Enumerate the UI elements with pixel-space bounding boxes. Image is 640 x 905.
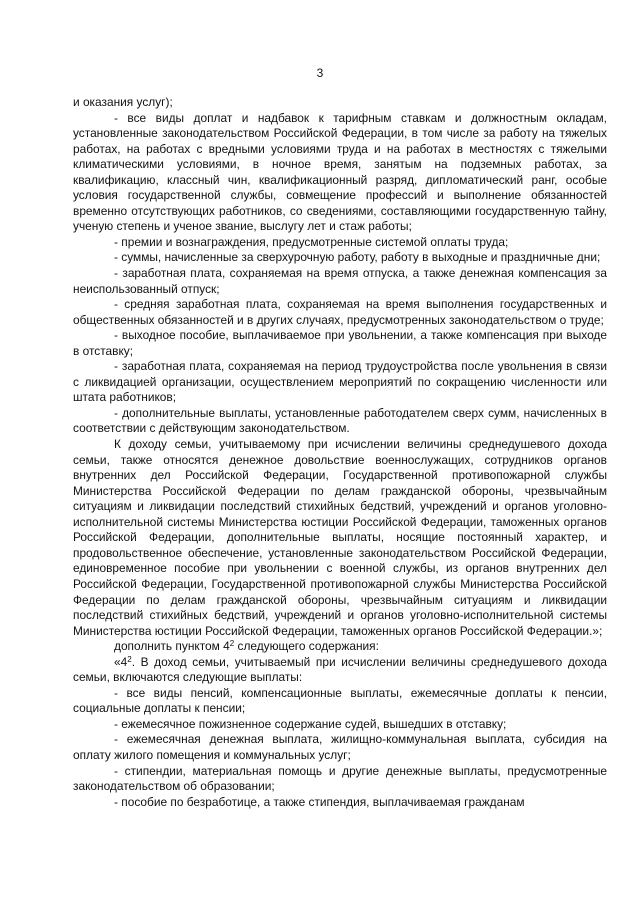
list-item-vacation-pay: - заработная плата, сохраняемая на время отпуска, а также денежная компенсация за неиспользованный отпуск; (73, 266, 607, 296)
superscript: 2 (229, 639, 235, 649)
clause-number: «4 (114, 654, 128, 669)
clause-text: . В доход семьи, учитываемый при исчислении величины среднедушевого дохода семьи, включаются следующие выплаты: (73, 654, 607, 685)
list-item-judges-allowance: - ежемесячное пожизненное содержание судей, вышедших в отставку; (114, 716, 507, 731)
list-item-allowances: - все виды доплат и надбавок к тарифным ставкам и должностным окладам, установленные законодательством Российской Федерации, в том числе за работу на тяжелых работах, на работах с вредными условиями труда и на работах в местностях с тяжелыми климатическими условиями, в ночное время, занятым на подземных работах, за квалификацию, классный чин, квалификационный разряд, дипломатический ранг, особые условия государственной службы, совмещение профессий и выполнение обязанностей временно отсутствующих работников, со сведениями, составляющими государственную тайну, ученую степень и ученое звание, выслугу лет и стаж работы; (73, 110, 607, 234)
list-item-pensions: - все виды пенсий, компенсационные выплаты, ежемесячные доплаты к пенсии, социальные доплаты к пенсии; (73, 685, 607, 716)
list-item-monthly-payment: - ежемесячная денежная выплата, жилищно-коммунальная выплата, субсидия на оплату жилого помещения и коммунальных услуг; (73, 732, 607, 762)
paragraph-clause-4-2 (73, 655, 607, 686)
list-item-average-salary: - средняя заработная плата, сохраняемая на время выполнения государственных и общественных обязанностей и в других случаях, предусмотренных законодательством о труде; (73, 297, 607, 327)
page-number: 3 (316, 66, 324, 80)
document-body (73, 95, 607, 810)
paragraph-continuation: и оказания услуг); (73, 95, 173, 109)
paragraph-amendment-intro (73, 639, 607, 655)
amendment-intro-text-end: следующего содержания: (234, 639, 379, 654)
list-item-additional-payments: - дополнительные выплаты, установленные работодателем сверх сумм, начисленных в соответствии с действующим законодательством. (73, 405, 607, 436)
list-item-overtime: - суммы, начисленные за сверхурочную работу, работу в выходные и праздничные дни; (114, 250, 601, 265)
list-item-severance: - выходное пособие, выплачиваемое при увольнении, а также компенсация при выходе в отставку; (73, 328, 607, 358)
list-item-bonuses: - премии и вознаграждения, предусмотренные системой оплаты труда; (114, 234, 509, 249)
list-item-reemployment-salary: - заработная плата, сохраняемая на период трудоустройства после увольнения в связи с ликвидацией организации, осуществлением мероприятий по сокращению численности или штата работников; (73, 359, 607, 405)
superscript: 2 (127, 654, 132, 664)
paragraph-military-allowance: К доходу семьи, учитываемому при исчислении величины среднедушевого дохода семьи, также относятся денежное довольствие военнослужащих, сотрудников органов внутренних дел Российской Федерации, Государственной противопожарной службы Министерства Российской Федерации по делам гражданской обороны, чрезвычайным ситуациям и ликвидации последствий стихийных бедствий, учреждений и органов уголовно-исполнительной системы Министерства юстиции Российской Федерации, таможенных органов Российской Федерации, дополнительные выплаты, носящие постоянный характер, и продовольственное обеспечение, установленные законодательством Российской Федерации, единовременное пособие при увольнении с военной службы, из органов внутренних дел Российской Федерации, Государственной противопожарной службы Министерства Российской Федерации по делам гражданской обороны, чрезвычайным ситуациям и ликвидации последствий стихийных бедствий, учреждений и органов уголовно-исполнительной системы Министерства юстиции Российской Федерации, таможенных органов Российской Федерации.»; (73, 437, 607, 638)
list-item-stipends: - стипендии, материальная помощь и другие денежные выплаты, предусмотренные законодательством об образовании; (73, 763, 607, 794)
list-item-unemployment: - пособие по безработице, а также стипендия, выплачиваемая гражданам (114, 794, 525, 809)
amendment-intro-text: дополнить пунктом 4 (114, 639, 230, 654)
